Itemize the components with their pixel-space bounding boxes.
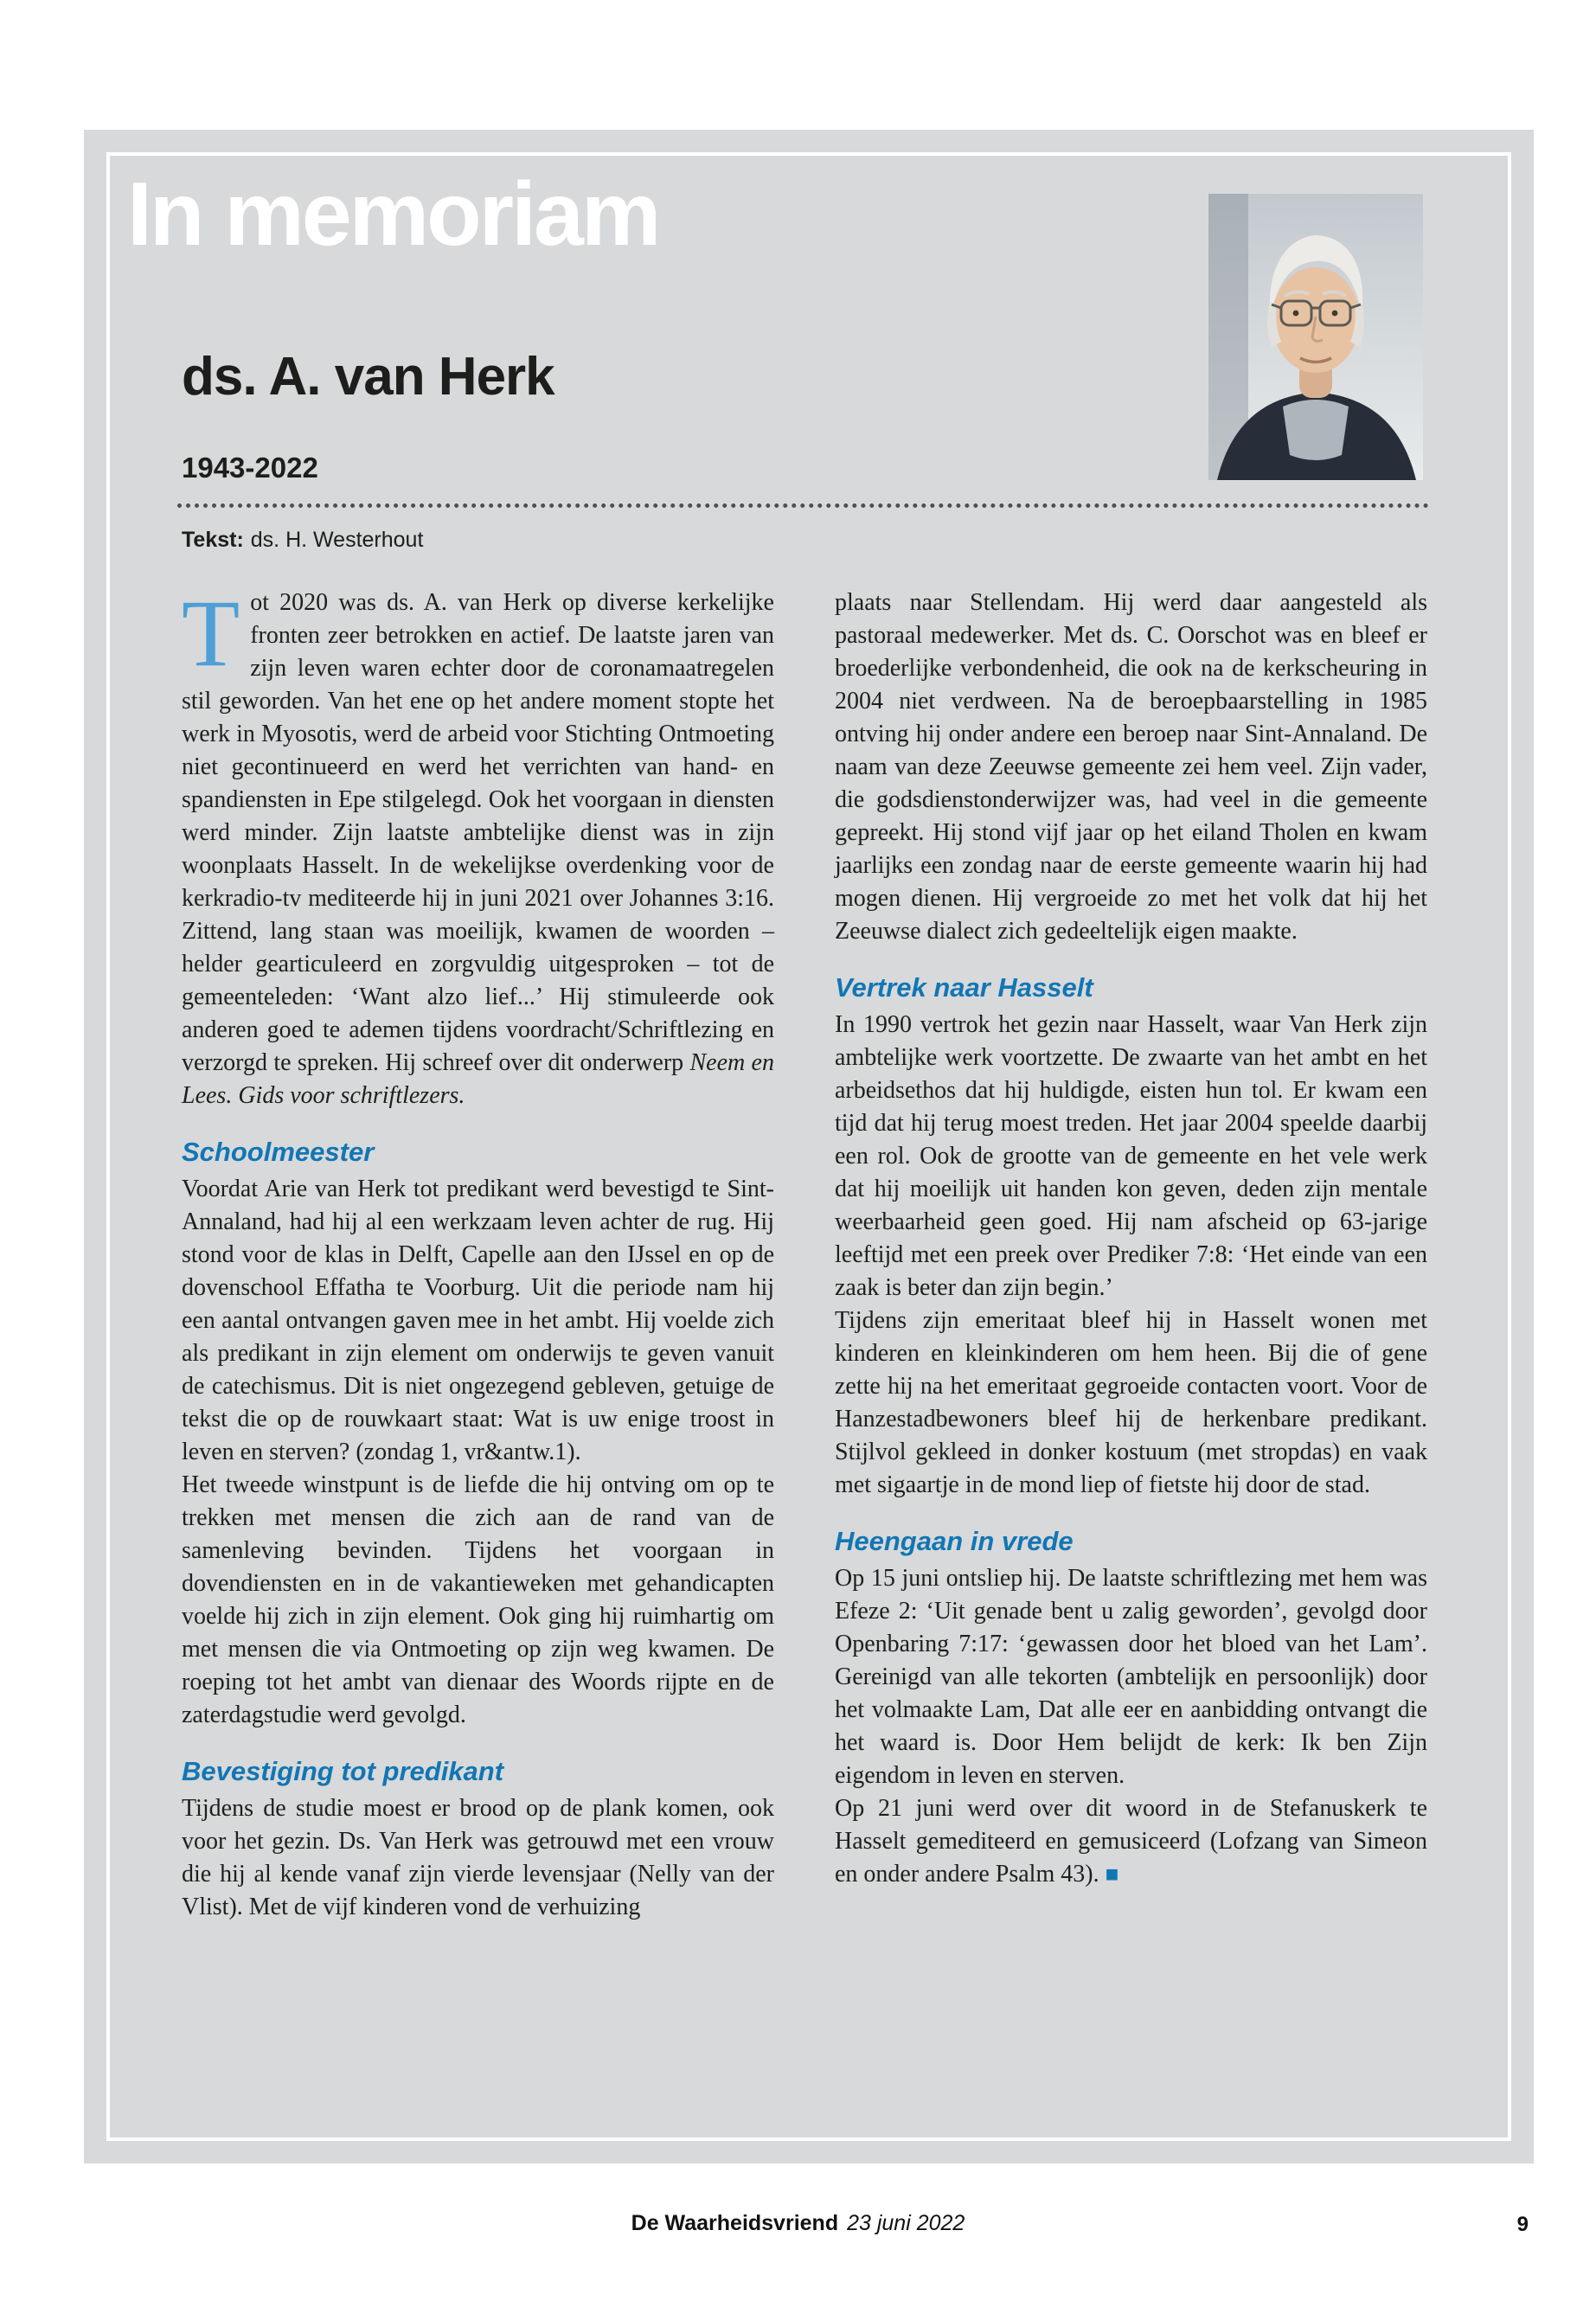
intro-text: ot 2020 was ds. A. van Herk op diverse kerkelijke fronten zeer betrokken en actief. De laatste jaren van zijn leven waren echter door de coronamaatregelen stil geworden. Van het ene op het andere moment stopte het werk in Myosotis, werd de arbeid voor Stichting Ontmoeting niet gecontinueerd en werd het verrichten van hand- en spandiensten in Epe stilgelegd. Ook het voorgaan in diensten werd minder. Zijn laatste ambtelijke dienst was in zijn woonplaats Hasselt. In de wekelijkse overdenking voor de kerkradio-tv mediteerde hij in juni 2021 over Johannes 3:16. Zittend, lang staan was moeilijk, kwamen de woorden – helder gearticuleerd en zorgvuldig uitgesproken – tot de gemeenteleden: ‘Want alzo lief...’ Hij stimuleerde ook anderen goed te ademen tijdens voordracht/Schriftlezing en verzorgd te spreken. Hij schreef over dit onderwerp bbox=[182, 589, 774, 1076]
byline-author: ds. H. Westerhout bbox=[250, 528, 424, 552]
footer-center bbox=[0, 2211, 1596, 2236]
heading-schoolmeester: Schoolmeester bbox=[182, 1137, 375, 1167]
article-panel bbox=[84, 130, 1534, 2163]
portrait-photo bbox=[1208, 194, 1423, 480]
intro-paragraph bbox=[182, 580, 774, 1112]
book-title: Neem en Lees. Gids voor schriftlezers. bbox=[182, 1049, 774, 1109]
paragraph-vertrek-1: In 1990 vertrok het gezin naar Hasselt, waar Van Herk zijn ambtelijke werk voortzette. De zwaarte van het ambt en het arbeidsethos dat hij huldigde, eisten hun tol. Er kwam een tijd dat hij terug moest treden. Het jaar 2004 speelde daarbij een rol. Ook de grootte van de gemeente en het vele werk dat hij moeilijk uit handen kon geven, deden zijn mentale weerbaarheid geen goed. Hij nam afscheid op 63-jarige leeftijd met een preek over Prediker 7:8: ‘Het einde van een zaak is beter dan zijn begin.’ bbox=[835, 1011, 1427, 1301]
life-years: 1943-2022 bbox=[182, 452, 318, 484]
article-title: ds. A. van Herk bbox=[182, 347, 554, 407]
drop-cap: T bbox=[182, 580, 240, 686]
heading-heengaan-in-vrede: Heengaan in vrede bbox=[835, 1526, 1074, 1556]
article-body bbox=[182, 580, 1427, 1924]
column-right bbox=[835, 586, 1427, 1924]
byline-label: Tekst: bbox=[182, 528, 244, 552]
paragraph-continued: plaats naar Stellendam. Hij werd daar aangesteld als pastoraal medewerker. Met ds. C. Oorschot was en bleef er broederlijke verbondenheid, die ook na de kerkscheuring in 2004 niet verdween. Na de beroepbaarstelling in 1985 ontving hij onder andere een beroep naar Sint-Annaland. De naam van deze Zeeuwse gemeente zei hem veel. Zijn vader, die godsdienstonderwijzer was, had veel in die gemeente gepreekt. Hij stond vijf jaar op het eiland Tholen en kwam jaarlijks een zondag naar de eerste gemeente waarin hij had mogen dienen. Hij vergroeide zo met het volk dat hij het Zeeuwse dialect zich gedeeltelijk eigen maakte. bbox=[835, 589, 1427, 945]
paragraph-heengaan-1: Op 15 juni ontsliep hij. De laatste schriftlezing met hem was Efeze 2: ‘Uit genade bent u zalig geworden’, gevolgd door Openbaring 7:17: ‘gewassen door het bloed van het Lam’. Gereinigd van alle tekorten (ambtelijk en persoonlijk) door het volmaakte Lam, Dat alle eer en aanbidding ontvangt die het waard is. Door Hem belijdt de kerk: Ik ben Zijn eigendom in leven en sterven. bbox=[835, 1565, 1427, 1789]
dotted-divider bbox=[177, 503, 1429, 508]
paragraph-schoolmeester-2: Het tweede winstpunt is de liefde die hij ontving om op te trekken met mensen die zich aan de rand van de samenleving bevinden. Tijdens het voorgaan in dovendiensten en in de vakantieweken met gehandicapten voelde hij zich in zijn element. Ook ging hij ruimhartig om met mensen die via Ontmoeting op zijn weg kwamen. De roeping tot het ambt van dienaar des Woords rijpte en de zaterdagstudie werd gevolgd. bbox=[182, 1471, 774, 1728]
page-number: 9 bbox=[1516, 2213, 1529, 2236]
paragraph-heengaan-2 bbox=[835, 1792, 1427, 1891]
page-footer bbox=[0, 2211, 1596, 2236]
paragraph-bevestiging: Tijdens de studie moest er brood op de plank komen, ook voor het gezin. Ds. Van Herk was getrouwd met een vrouw die hij al kende vanaf zijn vierde levensjaar (Nelly van der Vlist). Met de vijf kinderen vond de verhuizing bbox=[182, 1795, 774, 1920]
heading-vertrek-naar-hasselt: Vertrek naar Hasselt bbox=[835, 972, 1093, 1003]
issue-date: 23 juni 2022 bbox=[847, 2211, 965, 2235]
magazine-name: De Waarheidsvriend bbox=[631, 2211, 839, 2235]
end-of-article-marker: ■ bbox=[1105, 1862, 1119, 1887]
byline bbox=[182, 528, 423, 553]
closing-text: Op 21 juni werd over dit woord in de Stefanuskerk te Hasselt gemediteerd en gemusiceerd (Lofzang van Simeon en onder andere Psalm 43). bbox=[835, 1795, 1427, 1888]
heading-bevestiging-tot-predikant: Bevestiging tot predikant bbox=[182, 1756, 504, 1786]
rubric-title: In memoriam bbox=[127, 164, 659, 265]
paragraph-vertrek-2: Tijdens zijn emeritaat bleef hij in Hasselt wonen met kinderen en kleinkinderen om hem heen. Bij die of gene zette hij na het emeritaat gegroeide contacten voort. Voor de Hanzestadbewoners bleef hij de herkenbare predikant. Stijlvol gekleed in donker kostuum (met stropdas) en vaak met sigaartje in de mond liep of fietste hij door de stad. bbox=[835, 1307, 1427, 1498]
portrait-illustration bbox=[1208, 194, 1423, 480]
column-left bbox=[182, 580, 774, 1924]
paragraph-schoolmeester-1: Voordat Arie van Herk tot predikant werd bevestigd te Sint-Annaland, had hij al een werkzaam leven achter de rug. Hij stond voor de klas in Delft, Capelle aan den IJssel en op de dovenschool Effatha te Voorburg. Uit die periode nam hij een aantal ontvangen gaven mee in het ambt. Hij voelde zich als predikant in zijn element om onderwijs te geven vanuit de catechismus. Dit is niet ongezegend gebleven, getuige de tekst die op de rouwkaart staat: Wat is uw enige troost in leven en sterven? (zondag 1, vr&antw.1). bbox=[182, 1176, 774, 1465]
